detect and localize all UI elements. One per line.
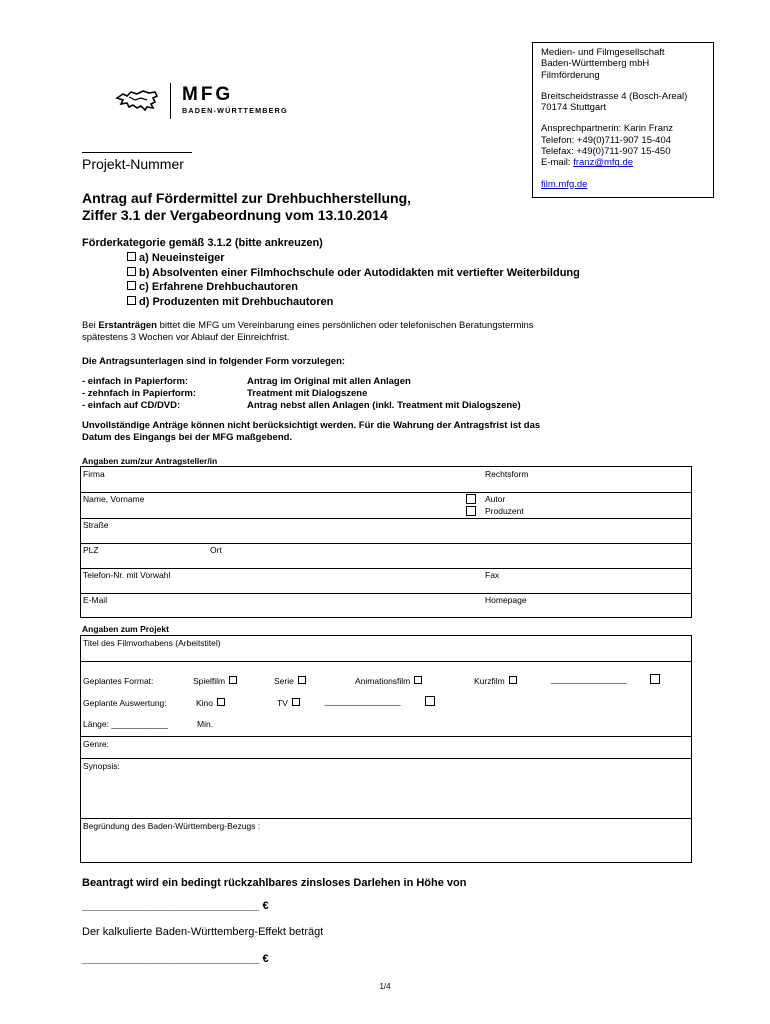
option-c[interactable]: c) Erfahrene Drehbuchautoren [82, 280, 580, 295]
logo-divider [170, 83, 171, 119]
antragsteller-heading: Angaben zum/zur Antragsteller/in [82, 456, 218, 466]
strasse-field[interactable]: Straße [83, 520, 109, 530]
telefon-field[interactable]: Telefon-Nr. mit Vorwahl [83, 570, 171, 580]
address-line: Ansprechpartnerin: Karin Franz [541, 123, 674, 135]
name-field[interactable]: Name, Vorname [83, 494, 145, 504]
table-row [81, 662, 691, 737]
unvollstaendig-note: Unvollständige Anträge können nicht berücksichtigt werden. Für die Wahrung der Antragsfrist ist das Datum des Eingangs bei der MFG maßgebend. [82, 420, 541, 443]
table-row [81, 594, 691, 619]
produzent-label: Produzent [485, 506, 524, 516]
titel-field[interactable]: Titel des Filmvorhabens (Arbeitstitel) [83, 638, 221, 648]
lion-logo-icon [115, 84, 159, 116]
darlehen-statement: Beantragt wird ein bedingt rückzahlbares zinsloses Darlehen in Höhe von [82, 877, 467, 889]
erstantrag-note: Bei Erstanträgen bittet die MFG um Vereinbarung eines persönlichen oder telefonischen Beratungstermins spätestens 3 Wochen vor Ablauf der Einreichfrist. [82, 320, 534, 343]
table-row [81, 737, 691, 759]
email-field[interactable]: E-Mail [83, 595, 108, 605]
logo-wordmark: MFG [182, 84, 234, 105]
table-row [81, 636, 691, 662]
antragsteller-table [80, 466, 692, 618]
page-title [82, 190, 411, 224]
autor-label: Autor [485, 494, 506, 504]
table-row [81, 569, 691, 594]
title-line-1: Antrag auf Fördermittel zur Drehbuchherstellung, [82, 190, 412, 206]
projekt-nummer-label: Projekt-Nummer [82, 156, 184, 172]
table-row [81, 493, 691, 519]
checkbox-icon[interactable] [127, 252, 136, 261]
min-label: Min. [197, 719, 214, 729]
page-number: 1/4 [379, 982, 391, 991]
address-line: Telefon: +49(0)711-907 15-404 [541, 134, 672, 146]
table-row [81, 544, 691, 569]
table-row [81, 759, 691, 819]
table-row [81, 519, 691, 544]
title-line-2: Ziffer 3.1 der Vergabeordnung vom 13.10.2014 [82, 207, 388, 223]
auswertung-other-checkbox[interactable] [425, 696, 435, 706]
ort-field[interactable]: Ort [210, 545, 222, 555]
kurzfilm-option[interactable]: Kurzfilm [474, 676, 517, 686]
projekt-nummer-line [82, 152, 192, 153]
address-line: Telefax: +49(0)711-907 15-450 [541, 146, 671, 158]
address-line: 70174 Stuttgart [541, 102, 606, 114]
fax-field[interactable]: Fax [485, 570, 500, 580]
format-label: Geplantes Format: [83, 676, 154, 686]
checkbox-icon[interactable] [127, 296, 136, 305]
kino-option[interactable]: Kino [196, 698, 225, 708]
checkbox-icon[interactable] [127, 267, 136, 276]
address-line: Breitscheidstrasse 4 (Bosch-Areal) [541, 90, 688, 102]
synopsis-field[interactable]: Synopsis: [83, 761, 120, 771]
address-box [532, 42, 714, 198]
serie-option[interactable]: Serie [274, 676, 306, 686]
address-line: Baden-Württemberg mbH [541, 58, 650, 70]
bw-effekt-amount-field[interactable]: _____________________________ € [82, 953, 269, 965]
projekt-heading: Angaben zum Projekt [82, 624, 169, 634]
homepage-field[interactable]: Homepage [485, 595, 527, 605]
produzent-checkbox[interactable] [466, 506, 476, 516]
forms-list: - einfach in Papierform: Antrag im Original mit allen Anlagen - zehnfach in Papierform: Treatment mit Dialogszene - einfach auf CD/DVD: Antrag nebst allen Anlagen (inkl. Treatment mit Dialogszene) [82, 376, 521, 411]
checkbox-icon [414, 676, 422, 684]
darlehen-amount-field[interactable]: _____________________________ € [82, 900, 269, 912]
genre-field[interactable]: Genre: [83, 739, 109, 749]
autor-checkbox[interactable] [466, 494, 476, 504]
website-link[interactable]: film.mfg.de [541, 178, 588, 190]
option-d[interactable]: d) Produzenten mit Drehbuchautoren [82, 295, 580, 310]
laenge-field[interactable]: Länge: ____________ [83, 719, 169, 729]
table-row [81, 819, 691, 864]
format-other-field[interactable]: ________________ [551, 674, 627, 684]
spielfilm-option[interactable]: Spielfilm [193, 676, 237, 686]
format-other-checkbox[interactable] [650, 674, 660, 684]
projekt-table [80, 635, 692, 863]
checkbox-icon [509, 676, 517, 684]
table-row [81, 467, 691, 493]
email-line: E-mail: franz@mfg.de [541, 157, 634, 169]
antragsunterlagen-heading: Die Antragsunterlagen sind in folgender Form vorzulegen: [82, 356, 346, 367]
checkbox-icon [292, 698, 300, 706]
bw-effekt-statement: Der kalkulierte Baden-Württemberg-Effekt beträgt [82, 926, 324, 938]
option-a[interactable]: a) Neueinsteiger [82, 251, 580, 266]
auswertung-other-field[interactable]: ________________ [325, 696, 401, 706]
address-line: Filmförderung [541, 69, 600, 81]
rechtsform-field[interactable]: Rechtsform [485, 469, 529, 479]
checkbox-icon[interactable] [127, 281, 136, 290]
auswertung-label: Geplante Auswertung: [83, 698, 167, 708]
checkbox-icon [298, 676, 306, 684]
checkbox-icon [229, 676, 237, 684]
checkbox-icon [217, 698, 225, 706]
address-line: Medien- und Filmgesellschaft [541, 47, 665, 58]
foerderkategorie-section [82, 236, 580, 310]
plz-field[interactable]: PLZ [83, 545, 99, 555]
option-b[interactable]: b) Absolventen einer Filmhochschule oder Autodidakten mit vertiefter Weiterbildung [82, 266, 580, 281]
firma-field[interactable]: Firma [83, 469, 105, 479]
logo-subtitle: BADEN-WÜRTTEMBERG [182, 106, 288, 115]
begruendung-field[interactable]: Begründung des Baden-Württemberg-Bezugs : [83, 821, 261, 831]
foerderkategorie-heading: Förderkategorie gemäß 3.1.2 (bitte ankreuzen) [82, 237, 323, 249]
animationsfilm-option[interactable]: Animationsfilm [355, 676, 422, 686]
email-link[interactable]: franz@mfg.de [573, 157, 634, 169]
tv-option[interactable]: TV [277, 698, 300, 708]
